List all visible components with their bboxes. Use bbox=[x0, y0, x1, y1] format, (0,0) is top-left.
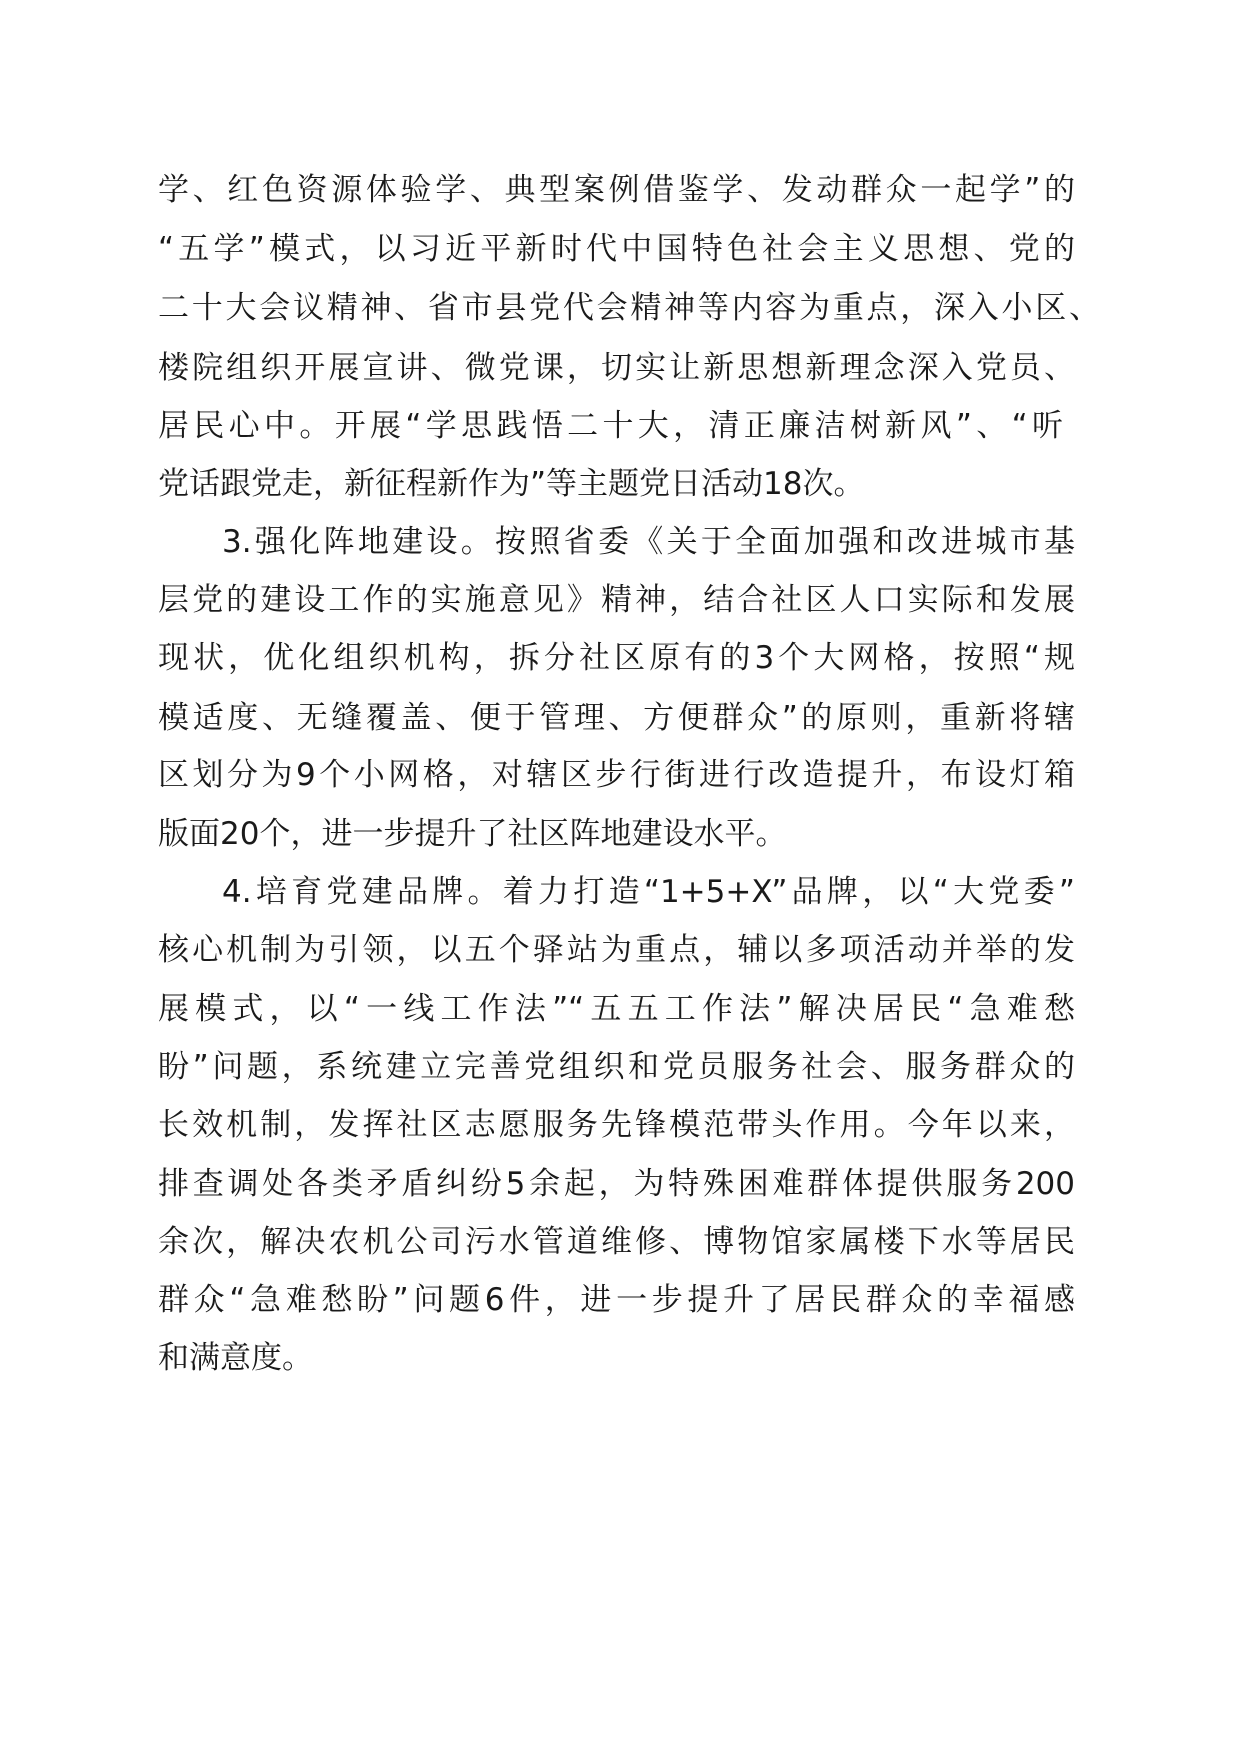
text-line-12: 版面20个，进一步提升了社区阵地建设水平。 bbox=[158, 816, 787, 852]
text-line-21: 和满意度。 bbox=[158, 1340, 313, 1376]
text-line-2: “五学”模式，以习近平新时代中国特色社会主义思想、党的 bbox=[158, 231, 1075, 267]
text-line-3: 二十大会议精神、省市县党代会精神等内容为重点，深入小区、 bbox=[158, 290, 1100, 326]
text-line-5: 居民心中。开展“学思践悟二十大，清正廉洁树新风”、“听 bbox=[158, 408, 1063, 444]
text-line-1: 学、红色资源体验学、典型案例借鉴学、发动群众一起学”的 bbox=[158, 172, 1075, 208]
text-line-8: 层党的建设工作的实施意见》精神，结合社区人口实际和发展 bbox=[158, 582, 1075, 618]
text-line-7: 3.强化阵地建设。按照省委《关于全面加强和改进城市基 bbox=[222, 524, 1075, 560]
text-line-16: 盼”问题，系统建立完善党组织和党员服务社会、服务群众的 bbox=[158, 1049, 1075, 1085]
text-line-10: 模适度、无缝覆盖、便于管理、方便群众”的原则，重新将辖 bbox=[158, 700, 1075, 736]
text-line-11: 区划分为9个小网格，对辖区步行街进行改造提升，布设灯箱 bbox=[158, 757, 1075, 793]
text-line-4: 楼院组织开展宣讲、微党课，切实让新思想新理念深入党员、 bbox=[158, 350, 1075, 386]
text-line-6: 党话跟党走，新征程新作为”等主题党日活动18次。 bbox=[158, 466, 865, 502]
text-line-17: 长效机制，发挥社区志愿服务先锋模范带头作用。今年以来， bbox=[158, 1107, 1075, 1143]
text-line-19: 余次，解决农机公司污水管道维修、博物馆家属楼下水等居民 bbox=[158, 1224, 1075, 1260]
text-line-20: 群众“急难愁盼”问题6件，进一步提升了居民群众的幸福感 bbox=[158, 1282, 1075, 1318]
text-line-13: 4.培育党建品牌。着力打造“1+5+X”品牌，以“大党委” bbox=[222, 874, 1075, 910]
text-line-15: 展模式，以“一线工作法”“五五工作法”解决居民“急难愁 bbox=[158, 991, 1075, 1027]
text-line-14: 核心机制为引领，以五个驿站为重点，辅以多项活动并举的发 bbox=[158, 932, 1075, 968]
text-line-9: 现状，优化组织机构，拆分社区原有的3个大网格，按照“规 bbox=[158, 640, 1075, 676]
text-line-18: 排查调处各类矛盾纠纷5余起，为特殊困难群体提供服务200 bbox=[158, 1166, 1075, 1202]
